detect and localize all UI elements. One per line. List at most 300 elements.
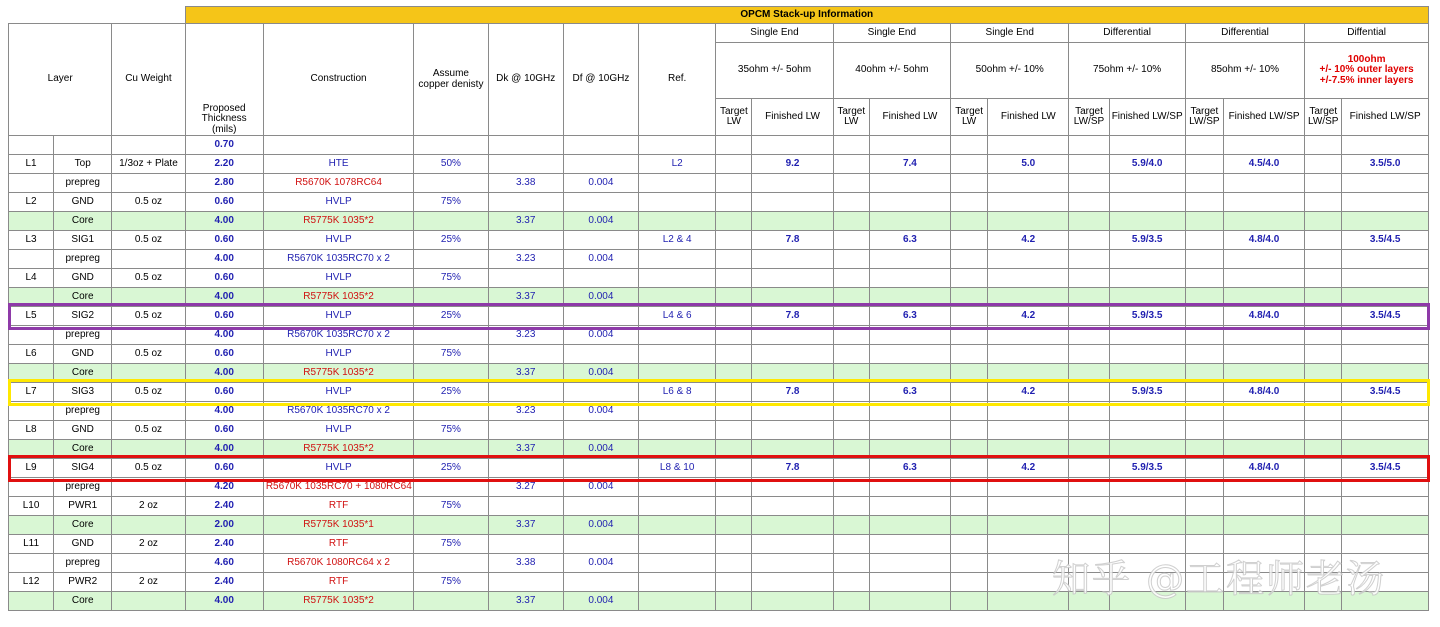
target-lw-cell bbox=[716, 535, 752, 554]
target-lwsp-cell bbox=[1305, 193, 1342, 212]
finished-lw-40-cell: 7.4 bbox=[869, 155, 950, 174]
finished-lwsp-85-cell bbox=[1223, 250, 1304, 269]
target-lwsp-cell bbox=[1185, 288, 1223, 307]
target-lw-cell bbox=[833, 345, 869, 364]
stackup-row bbox=[9, 288, 1429, 307]
cu-weight-cell bbox=[112, 174, 185, 193]
target-lw-cell bbox=[833, 573, 869, 592]
layer-number-cell: L9 bbox=[9, 459, 54, 478]
target-lw-cell bbox=[951, 155, 988, 174]
target-lwsp-cell bbox=[1069, 402, 1109, 421]
dk-cell bbox=[488, 497, 563, 516]
target-lwsp-cell bbox=[1069, 307, 1109, 326]
target-lwsp-cell bbox=[1305, 326, 1342, 345]
header-target-lwsp: Target LW/SP bbox=[1069, 99, 1109, 136]
layer-name-cell: SIG3 bbox=[54, 383, 112, 402]
finished-lwsp-85-cell bbox=[1223, 516, 1304, 535]
target-lw-cell bbox=[716, 288, 752, 307]
target-lwsp-cell bbox=[1185, 345, 1223, 364]
finished-lwsp-85-cell: 4.5/4.0 bbox=[1223, 155, 1304, 174]
finished-lwsp-75-cell bbox=[1109, 497, 1185, 516]
ref-cell bbox=[639, 497, 716, 516]
target-lw-cell bbox=[951, 174, 988, 193]
target-lw-cell bbox=[951, 592, 988, 611]
finished-lwsp-100-cell: 3.5/4.5 bbox=[1342, 459, 1429, 478]
finished-lwsp-75-cell: 5.9/4.0 bbox=[1109, 155, 1185, 174]
stackup-row bbox=[9, 459, 1429, 478]
finished-lw-50-cell bbox=[988, 364, 1069, 383]
finished-lwsp-75-cell bbox=[1109, 174, 1185, 193]
target-lw-cell bbox=[833, 326, 869, 345]
target-lw-cell bbox=[716, 364, 752, 383]
construction-cell: R5775K 1035*1 bbox=[263, 516, 414, 535]
finished-lw-35-cell bbox=[752, 592, 833, 611]
finished-lw-40-cell bbox=[869, 440, 950, 459]
stackup-row bbox=[9, 383, 1429, 402]
construction-cell: HVLP bbox=[263, 307, 414, 326]
cu-weight-cell: 0.5 oz bbox=[112, 459, 185, 478]
finished-lw-35-cell bbox=[752, 212, 833, 231]
stackup-row bbox=[9, 307, 1429, 326]
ref-cell bbox=[639, 402, 716, 421]
target-lw-cell bbox=[951, 326, 988, 345]
finished-lwsp-75-cell bbox=[1109, 326, 1185, 345]
layer-number-cell: L4 bbox=[9, 269, 54, 288]
finished-lw-40-cell bbox=[869, 516, 950, 535]
target-lw-cell bbox=[716, 212, 752, 231]
finished-lw-50-cell bbox=[988, 326, 1069, 345]
copper-density-cell bbox=[414, 174, 488, 193]
layer-name-cell: SIG2 bbox=[54, 307, 112, 326]
thickness-cell: 2.40 bbox=[185, 535, 263, 554]
target-lw-cell bbox=[833, 136, 869, 155]
thickness-cell: 4.60 bbox=[185, 554, 263, 573]
target-lwsp-cell bbox=[1185, 269, 1223, 288]
finished-lw-40-cell bbox=[869, 497, 950, 516]
df-cell bbox=[563, 421, 638, 440]
ref-cell bbox=[639, 573, 716, 592]
target-lw-cell bbox=[716, 383, 752, 402]
layer-number-cell bbox=[9, 212, 54, 231]
target-lwsp-cell bbox=[1069, 364, 1109, 383]
header-cu-weight: Cu Weight bbox=[112, 24, 185, 136]
header-finished-lw: Finished LW bbox=[869, 99, 950, 136]
construction-cell: R5670K 1080RC64 x 2 bbox=[263, 554, 414, 573]
header-single-end-35: Single End bbox=[716, 24, 833, 43]
finished-lw-35-cell bbox=[752, 345, 833, 364]
finished-lwsp-100-cell bbox=[1342, 421, 1429, 440]
finished-lw-50-cell bbox=[988, 269, 1069, 288]
finished-lwsp-100-cell bbox=[1342, 269, 1429, 288]
dk-cell: 3.37 bbox=[488, 288, 563, 307]
copper-density-cell: 25% bbox=[414, 459, 488, 478]
target-lwsp-cell bbox=[1305, 155, 1342, 174]
copper-density-cell: 75% bbox=[414, 345, 488, 364]
layer-number-cell bbox=[9, 250, 54, 269]
construction-cell: RTF bbox=[263, 573, 414, 592]
finished-lwsp-100-cell: 3.5/4.5 bbox=[1342, 307, 1429, 326]
header-differential-75: Differential bbox=[1069, 24, 1185, 43]
ref-cell bbox=[639, 535, 716, 554]
construction-cell: HVLP bbox=[263, 231, 414, 250]
ref-cell bbox=[639, 440, 716, 459]
ref-cell bbox=[639, 212, 716, 231]
finished-lw-50-cell bbox=[988, 516, 1069, 535]
target-lw-cell bbox=[951, 307, 988, 326]
target-lwsp-cell bbox=[1069, 250, 1109, 269]
target-lw-cell bbox=[716, 478, 752, 497]
thickness-cell: 4.00 bbox=[185, 250, 263, 269]
target-lwsp-cell bbox=[1305, 269, 1342, 288]
ref-cell: L8 & 10 bbox=[639, 459, 716, 478]
target-lwsp-cell bbox=[1185, 136, 1223, 155]
cu-weight-cell bbox=[112, 402, 185, 421]
finished-lw-35-cell: 7.8 bbox=[752, 231, 833, 250]
target-lwsp-cell bbox=[1305, 402, 1342, 421]
copper-density-cell bbox=[414, 516, 488, 535]
finished-lwsp-75-cell bbox=[1109, 421, 1185, 440]
finished-lwsp-85-cell: 4.8/4.0 bbox=[1223, 383, 1304, 402]
finished-lwsp-100-cell bbox=[1342, 516, 1429, 535]
dk-cell: 3.37 bbox=[488, 212, 563, 231]
finished-lwsp-85-cell bbox=[1223, 478, 1304, 497]
construction-cell: HVLP bbox=[263, 383, 414, 402]
df-cell bbox=[563, 307, 638, 326]
finished-lw-35-cell bbox=[752, 269, 833, 288]
finished-lwsp-75-cell bbox=[1109, 212, 1185, 231]
layer-name-cell: prepreg bbox=[54, 554, 112, 573]
target-lw-cell bbox=[833, 250, 869, 269]
target-lwsp-cell bbox=[1069, 345, 1109, 364]
finished-lw-40-cell: 6.3 bbox=[869, 383, 950, 402]
copper-density-cell bbox=[414, 592, 488, 611]
cu-weight-cell bbox=[112, 440, 185, 459]
target-lwsp-cell bbox=[1305, 497, 1342, 516]
target-lwsp-cell bbox=[1305, 136, 1342, 155]
finished-lw-35-cell bbox=[752, 497, 833, 516]
thickness-cell: 0.70 bbox=[185, 136, 263, 155]
target-lwsp-cell bbox=[1305, 421, 1342, 440]
cu-weight-cell: 2 oz bbox=[112, 535, 185, 554]
construction-cell: R5775K 1035*2 bbox=[263, 440, 414, 459]
target-lwsp-cell bbox=[1185, 402, 1223, 421]
finished-lw-40-cell bbox=[869, 174, 950, 193]
target-lw-cell bbox=[716, 516, 752, 535]
dk-cell bbox=[488, 573, 563, 592]
finished-lw-35-cell: 7.8 bbox=[752, 459, 833, 478]
cu-weight-cell bbox=[112, 250, 185, 269]
cu-weight-cell bbox=[112, 288, 185, 307]
df-cell bbox=[563, 459, 638, 478]
finished-lwsp-85-cell bbox=[1223, 402, 1304, 421]
target-lwsp-cell bbox=[1069, 497, 1109, 516]
layer-name-cell: SIG4 bbox=[54, 459, 112, 478]
target-lwsp-cell bbox=[1185, 421, 1223, 440]
dk-cell bbox=[488, 269, 563, 288]
layer-name-cell bbox=[54, 136, 112, 155]
target-lw-cell bbox=[716, 402, 752, 421]
layer-name-cell: prepreg bbox=[54, 174, 112, 193]
header-finished-lw: Finished LW bbox=[988, 99, 1069, 136]
thickness-cell: 4.20 bbox=[185, 478, 263, 497]
thickness-cell: 0.60 bbox=[185, 459, 263, 478]
layer-name-cell: prepreg bbox=[54, 250, 112, 269]
finished-lw-50-cell bbox=[988, 288, 1069, 307]
construction-cell: RTF bbox=[263, 497, 414, 516]
target-lw-cell bbox=[951, 193, 988, 212]
finished-lw-50-cell: 4.2 bbox=[988, 307, 1069, 326]
target-lw-cell bbox=[716, 554, 752, 573]
layer-number-cell bbox=[9, 288, 54, 307]
df-cell: 0.004 bbox=[563, 554, 638, 573]
target-lw-cell bbox=[951, 288, 988, 307]
target-lw-cell bbox=[951, 497, 988, 516]
target-lw-cell bbox=[716, 193, 752, 212]
finished-lw-50-cell: 4.2 bbox=[988, 231, 1069, 250]
df-cell: 0.004 bbox=[563, 288, 638, 307]
target-lwsp-cell bbox=[1305, 440, 1342, 459]
thickness-cell: 0.60 bbox=[185, 307, 263, 326]
target-lwsp-cell bbox=[1185, 193, 1223, 212]
target-lw-cell bbox=[951, 364, 988, 383]
header-target-lwsp: Target LW/SP bbox=[1305, 99, 1342, 136]
finished-lwsp-75-cell bbox=[1109, 402, 1185, 421]
construction-cell: R5775K 1035*2 bbox=[263, 592, 414, 611]
ref-cell bbox=[639, 250, 716, 269]
target-lwsp-cell bbox=[1185, 212, 1223, 231]
construction-cell: HVLP bbox=[263, 269, 414, 288]
layer-number-cell bbox=[9, 326, 54, 345]
target-lwsp-cell bbox=[1185, 497, 1223, 516]
target-lwsp-cell bbox=[1305, 364, 1342, 383]
layer-number-cell: L12 bbox=[9, 573, 54, 592]
watermark: 知乎 @工程师老汤 bbox=[1052, 557, 1387, 601]
stackup-row bbox=[9, 136, 1429, 155]
finished-lwsp-100-cell bbox=[1342, 136, 1429, 155]
ref-cell bbox=[639, 516, 716, 535]
finished-lwsp-100-cell bbox=[1342, 174, 1429, 193]
target-lwsp-cell bbox=[1305, 345, 1342, 364]
finished-lwsp-100-cell bbox=[1342, 250, 1429, 269]
cu-weight-cell bbox=[112, 136, 185, 155]
ref-cell: L6 & 8 bbox=[639, 383, 716, 402]
finished-lwsp-75-cell bbox=[1109, 269, 1185, 288]
df-cell bbox=[563, 497, 638, 516]
target-lw-cell bbox=[833, 155, 869, 174]
target-lwsp-cell bbox=[1305, 459, 1342, 478]
finished-lw-35-cell bbox=[752, 554, 833, 573]
finished-lwsp-85-cell bbox=[1223, 136, 1304, 155]
stackup-row bbox=[9, 269, 1429, 288]
cu-weight-cell: 1/3oz + Plate bbox=[112, 155, 185, 174]
df-cell: 0.004 bbox=[563, 326, 638, 345]
finished-lwsp-85-cell bbox=[1223, 212, 1304, 231]
layer-name-cell: prepreg bbox=[54, 402, 112, 421]
construction-cell: R5670K 1035RC70 + 1080RC64 bbox=[263, 478, 414, 497]
target-lw-cell bbox=[716, 155, 752, 174]
target-lw-cell bbox=[833, 193, 869, 212]
finished-lwsp-75-cell bbox=[1109, 364, 1185, 383]
stackup-row bbox=[9, 516, 1429, 535]
df-cell: 0.004 bbox=[563, 174, 638, 193]
target-lw-cell bbox=[951, 421, 988, 440]
target-lwsp-cell bbox=[1305, 478, 1342, 497]
target-lw-cell bbox=[716, 326, 752, 345]
target-lwsp-cell bbox=[1069, 478, 1109, 497]
layer-number-cell bbox=[9, 402, 54, 421]
finished-lwsp-75-cell bbox=[1109, 193, 1185, 212]
finished-lw-40-cell bbox=[869, 421, 950, 440]
df-cell: 0.004 bbox=[563, 212, 638, 231]
target-lwsp-cell bbox=[1069, 269, 1109, 288]
finished-lw-40-cell: 6.3 bbox=[869, 231, 950, 250]
finished-lwsp-85-cell: 4.8/4.0 bbox=[1223, 459, 1304, 478]
finished-lw-40-cell bbox=[869, 535, 950, 554]
target-lwsp-cell bbox=[1305, 231, 1342, 250]
target-lw-cell bbox=[833, 497, 869, 516]
layer-number-cell: L7 bbox=[9, 383, 54, 402]
finished-lwsp-100-cell bbox=[1342, 478, 1429, 497]
target-lwsp-cell bbox=[1185, 516, 1223, 535]
stackup-table bbox=[8, 6, 1429, 611]
dk-cell: 3.23 bbox=[488, 326, 563, 345]
target-lwsp-cell bbox=[1069, 288, 1109, 307]
finished-lw-35-cell bbox=[752, 440, 833, 459]
target-lw-cell bbox=[951, 231, 988, 250]
target-lwsp-cell bbox=[1185, 364, 1223, 383]
finished-lw-40-cell bbox=[869, 212, 950, 231]
cu-weight-cell bbox=[112, 478, 185, 497]
finished-lwsp-75-cell: 5.9/3.5 bbox=[1109, 459, 1185, 478]
stackup-row bbox=[9, 421, 1429, 440]
finished-lw-35-cell: 9.2 bbox=[752, 155, 833, 174]
df-cell bbox=[563, 231, 638, 250]
dk-cell: 3.37 bbox=[488, 440, 563, 459]
header-imp-85: 85ohm +/- 10% bbox=[1185, 43, 1304, 99]
df-cell bbox=[563, 573, 638, 592]
construction-cell bbox=[263, 136, 414, 155]
target-lw-cell bbox=[716, 440, 752, 459]
ref-cell bbox=[639, 326, 716, 345]
header-imp-50: 50ohm +/- 10% bbox=[951, 43, 1069, 99]
stackup-row bbox=[9, 364, 1429, 383]
finished-lwsp-100-cell bbox=[1342, 193, 1429, 212]
target-lwsp-cell bbox=[1069, 459, 1109, 478]
header-single-end-40: Single End bbox=[833, 24, 950, 43]
header-finished-lwsp: Finished LW/SP bbox=[1342, 99, 1429, 136]
target-lwsp-cell bbox=[1069, 155, 1109, 174]
layer-name-cell: PWR2 bbox=[54, 573, 112, 592]
finished-lw-35-cell: 7.8 bbox=[752, 307, 833, 326]
layer-number-cell: L5 bbox=[9, 307, 54, 326]
header-thickness: Proposed Thickness (mils) bbox=[185, 24, 263, 136]
target-lwsp-cell bbox=[1069, 212, 1109, 231]
finished-lwsp-85-cell bbox=[1223, 364, 1304, 383]
finished-lw-40-cell bbox=[869, 364, 950, 383]
ref-cell bbox=[639, 345, 716, 364]
finished-lw-50-cell bbox=[988, 250, 1069, 269]
thickness-cell: 0.60 bbox=[185, 269, 263, 288]
construction-cell: HVLP bbox=[263, 459, 414, 478]
target-lwsp-cell bbox=[1185, 478, 1223, 497]
copper-density-cell: 75% bbox=[414, 497, 488, 516]
dk-cell: 3.38 bbox=[488, 174, 563, 193]
target-lw-cell bbox=[716, 174, 752, 193]
construction-cell: RTF bbox=[263, 535, 414, 554]
finished-lwsp-100-cell bbox=[1342, 345, 1429, 364]
header-diffential-100: Diffential bbox=[1305, 24, 1429, 43]
finished-lw-40-cell: 6.3 bbox=[869, 459, 950, 478]
layer-name-cell: prepreg bbox=[54, 478, 112, 497]
copper-density-cell bbox=[414, 212, 488, 231]
cu-weight-cell: 0.5 oz bbox=[112, 383, 185, 402]
df-cell: 0.004 bbox=[563, 250, 638, 269]
target-lwsp-cell bbox=[1069, 516, 1109, 535]
thickness-cell: 2.20 bbox=[185, 155, 263, 174]
df-cell bbox=[563, 155, 638, 174]
finished-lwsp-100-cell bbox=[1342, 402, 1429, 421]
cu-weight-cell bbox=[112, 326, 185, 345]
ref-cell bbox=[639, 421, 716, 440]
df-cell: 0.004 bbox=[563, 440, 638, 459]
layer-name-cell: prepreg bbox=[54, 326, 112, 345]
copper-density-cell: 25% bbox=[414, 307, 488, 326]
target-lw-cell bbox=[833, 174, 869, 193]
finished-lwsp-75-cell bbox=[1109, 440, 1185, 459]
ref-cell: L2 bbox=[639, 155, 716, 174]
target-lw-cell bbox=[716, 136, 752, 155]
df-cell bbox=[563, 535, 638, 554]
construction-cell: R5670K 1035RC70 x 2 bbox=[263, 326, 414, 345]
finished-lwsp-85-cell bbox=[1223, 326, 1304, 345]
layer-name-cell: PWR1 bbox=[54, 497, 112, 516]
target-lw-cell bbox=[951, 478, 988, 497]
copper-density-cell bbox=[414, 478, 488, 497]
layer-name-cell: Top bbox=[54, 155, 112, 174]
construction-cell: R5775K 1035*2 bbox=[263, 364, 414, 383]
ref-cell bbox=[639, 174, 716, 193]
stackup-row bbox=[9, 345, 1429, 364]
target-lw-cell bbox=[833, 383, 869, 402]
target-lw-cell bbox=[951, 212, 988, 231]
df-cell: 0.004 bbox=[563, 402, 638, 421]
target-lwsp-cell bbox=[1069, 136, 1109, 155]
finished-lw-35-cell bbox=[752, 174, 833, 193]
finished-lwsp-75-cell bbox=[1109, 516, 1185, 535]
thickness-cell: 4.00 bbox=[185, 288, 263, 307]
finished-lwsp-100-cell: 3.5/5.0 bbox=[1342, 155, 1429, 174]
layer-number-cell: L8 bbox=[9, 421, 54, 440]
target-lw-cell bbox=[833, 554, 869, 573]
construction-cell: HTE bbox=[263, 155, 414, 174]
dk-cell: 3.23 bbox=[488, 250, 563, 269]
copper-density-cell bbox=[414, 554, 488, 573]
finished-lwsp-75-cell bbox=[1109, 288, 1185, 307]
finished-lwsp-85-cell bbox=[1223, 269, 1304, 288]
construction-cell: R5670K 1035RC70 x 2 bbox=[263, 250, 414, 269]
stackup-row bbox=[9, 231, 1429, 250]
stackup-row bbox=[9, 478, 1429, 497]
target-lwsp-cell bbox=[1185, 155, 1223, 174]
finished-lw-35-cell bbox=[752, 478, 833, 497]
ref-cell bbox=[639, 364, 716, 383]
cu-weight-cell: 0.5 oz bbox=[112, 231, 185, 250]
ref-cell bbox=[639, 136, 716, 155]
header-target-lwsp: Target LW/SP bbox=[1185, 99, 1223, 136]
layer-number-cell: L10 bbox=[9, 497, 54, 516]
finished-lwsp-75-cell bbox=[1109, 136, 1185, 155]
finished-lw-40-cell bbox=[869, 250, 950, 269]
